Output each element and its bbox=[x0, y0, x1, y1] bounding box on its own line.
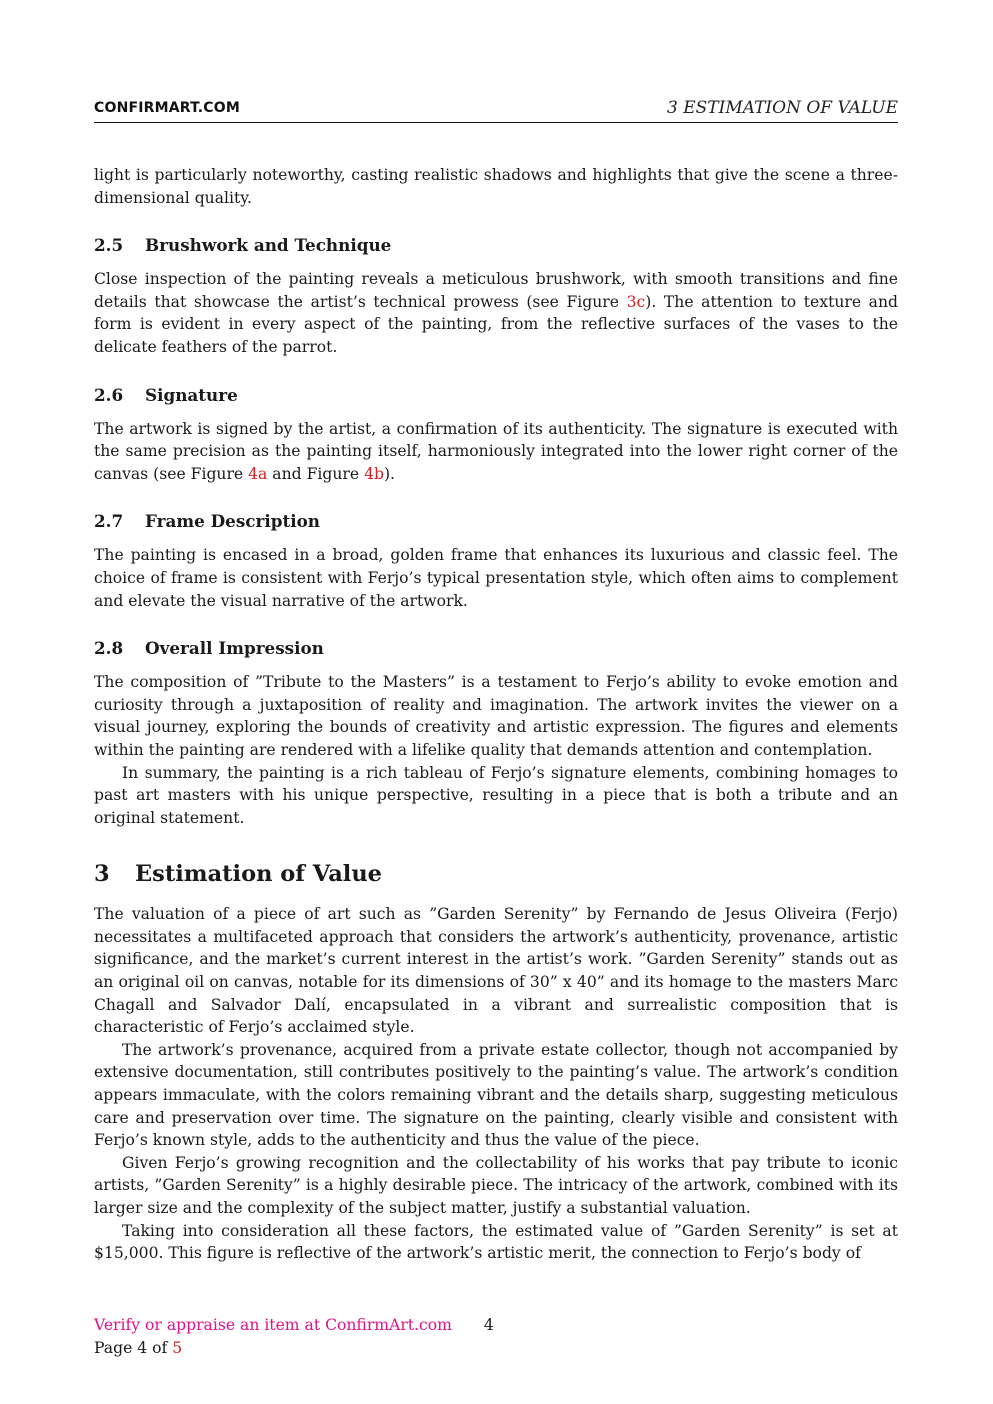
section-number: 2.5 bbox=[94, 235, 124, 256]
confirmart-footer-link[interactable]: Verify or appraise an item at ConfirmArt.com bbox=[94, 1316, 452, 1334]
section-title: Overall Impression bbox=[145, 638, 324, 659]
paragraph-frame: The painting is encased in a broad, golden frame that enhances its luxurious and classic feel. The choice of frame is consistent with Ferjo’s typical presentation style, which often aims to complement and elevate the visual narrative of the artwork. bbox=[94, 546, 898, 610]
paragraph-summary: In summary, the painting is a rich tableau of Ferjo’s signature elements, combining homages to past art masters with his unique perspective, resulting in a piece that is both a tribute and an original statement. bbox=[94, 763, 898, 827]
paragraph-recognition: Given Ferjo’s growing recognition and the collectability of his works that pay tribute to iconic artists, ”Garden Serenity” is a highly desirable piece. The intricacy of the artwork, combined with its larger size and the complexity of the subject matter, justify a substantial valuation. bbox=[94, 1153, 898, 1217]
section-heading-2-8 bbox=[94, 637, 898, 659]
section-title: Brushwork and Technique bbox=[145, 235, 392, 256]
section-heading-2-5 bbox=[94, 234, 898, 256]
paragraph-impression: The composition of ”Tribute to the Masters” is a testament to Ferjo’s ability to evoke emotion and curiosity through a juxtaposition of reality and imagination. The artwork invites the viewer on a visual journey, exploring the bounds of creativity and artistic expression. The figures and elements within the painting are rendered with a lifelike quality that demands attention and contemplation. bbox=[94, 673, 898, 759]
text-run: and Figure bbox=[267, 464, 365, 483]
section-title: Signature bbox=[145, 384, 238, 405]
paragraph-signature bbox=[94, 418, 898, 486]
page-count-prefix: Page 4 of bbox=[94, 1339, 173, 1357]
figure-link-4a[interactable]: 4a bbox=[248, 464, 268, 483]
running-head: 3 ESTIMATION OF VALUE bbox=[667, 98, 898, 118]
figure-link-3c[interactable]: 3c bbox=[626, 292, 646, 311]
intro-tail-paragraph: light is particularly noteworthy, casting realistic shadows and highlights that give the scene a three-dimensional quality. bbox=[94, 166, 898, 207]
page-footer bbox=[94, 1314, 494, 1360]
paragraph-valuation: The valuation of a piece of art such as ”Garden Serenity” by Fernando de Jesus Oliveira (Ferjo) necessitates a multifaceted approach that considers the artwork’s authenticity, provenance, artistic significance, and the market’s current interest in the artist’s work. ”Garden Serenity” stands out as an original oil on canvas, notable for its dimensions of 30” x 40” and its homage to the masters Marc Chagall and Salvador Dalí, encapsulated in a vibrant and surrealistic composition that is characteristic of Ferjo’s acclaimed style. bbox=[94, 905, 898, 1037]
text-run: The artwork is signed by the artist, a confirmation of its authenticity. The signature is executed with the same precision as the painting itself, harmoniously integrated into the lower right corner of the canvas (see Figure bbox=[94, 419, 898, 483]
paragraph-estimate: Taking into consideration all these factors, the estimated value of ”Garden Serenity” is set at $15,000. This figure is reflective of the artwork’s artistic merit, the connection to Ferjo’s body of bbox=[94, 1221, 898, 1263]
section-number: 2.6 bbox=[94, 384, 124, 405]
section-heading-2-7 bbox=[94, 510, 898, 532]
confirmart-logo[interactable]: CONFIRMART.COM bbox=[94, 100, 241, 116]
section-number: 2.8 bbox=[94, 638, 124, 659]
document-body bbox=[94, 164, 898, 1265]
section-title: Estimation of Value bbox=[135, 861, 382, 888]
page-header bbox=[94, 98, 898, 123]
footer-line-1 bbox=[94, 1314, 494, 1337]
footer-page-number: 4 bbox=[483, 1316, 494, 1334]
figure-link-4b[interactable]: 4b bbox=[364, 464, 384, 483]
section-heading-2-6 bbox=[94, 384, 898, 406]
section-number: 2.7 bbox=[94, 511, 124, 532]
text-run: Close inspection of the painting reveals a meticulous brushwork, with smooth transitions and fine details that showcase the artist’s technical prowess (see Figure bbox=[94, 270, 898, 311]
text-run: ). bbox=[383, 464, 396, 483]
section-title: Frame Description bbox=[145, 511, 320, 532]
last-page-link[interactable]: 5 bbox=[172, 1339, 183, 1357]
paragraph-provenance: The artwork’s provenance, acquired from a private estate collector, though not accompanied by extensive documentation, still contributes positively to the painting’s value. The artwork’s condition appears immaculate, with the colors remaining vibrant and the details sharp, suggesting meticulous care and preservation over time. The signature on the painting, clearly visible and consistent with Ferjo’s known style, adds to the authenticity and thus the value of the piece. bbox=[94, 1040, 898, 1150]
footer-line-2 bbox=[94, 1337, 494, 1360]
paragraph-brushwork bbox=[94, 268, 898, 358]
section-heading-3 bbox=[94, 860, 898, 888]
text-run: ). The attention to texture and form is evident in every aspect of the painting, from the reflective surfaces of the vases to the delicate feathers of the parrot. bbox=[94, 292, 898, 356]
section-number: 3 bbox=[94, 861, 110, 888]
